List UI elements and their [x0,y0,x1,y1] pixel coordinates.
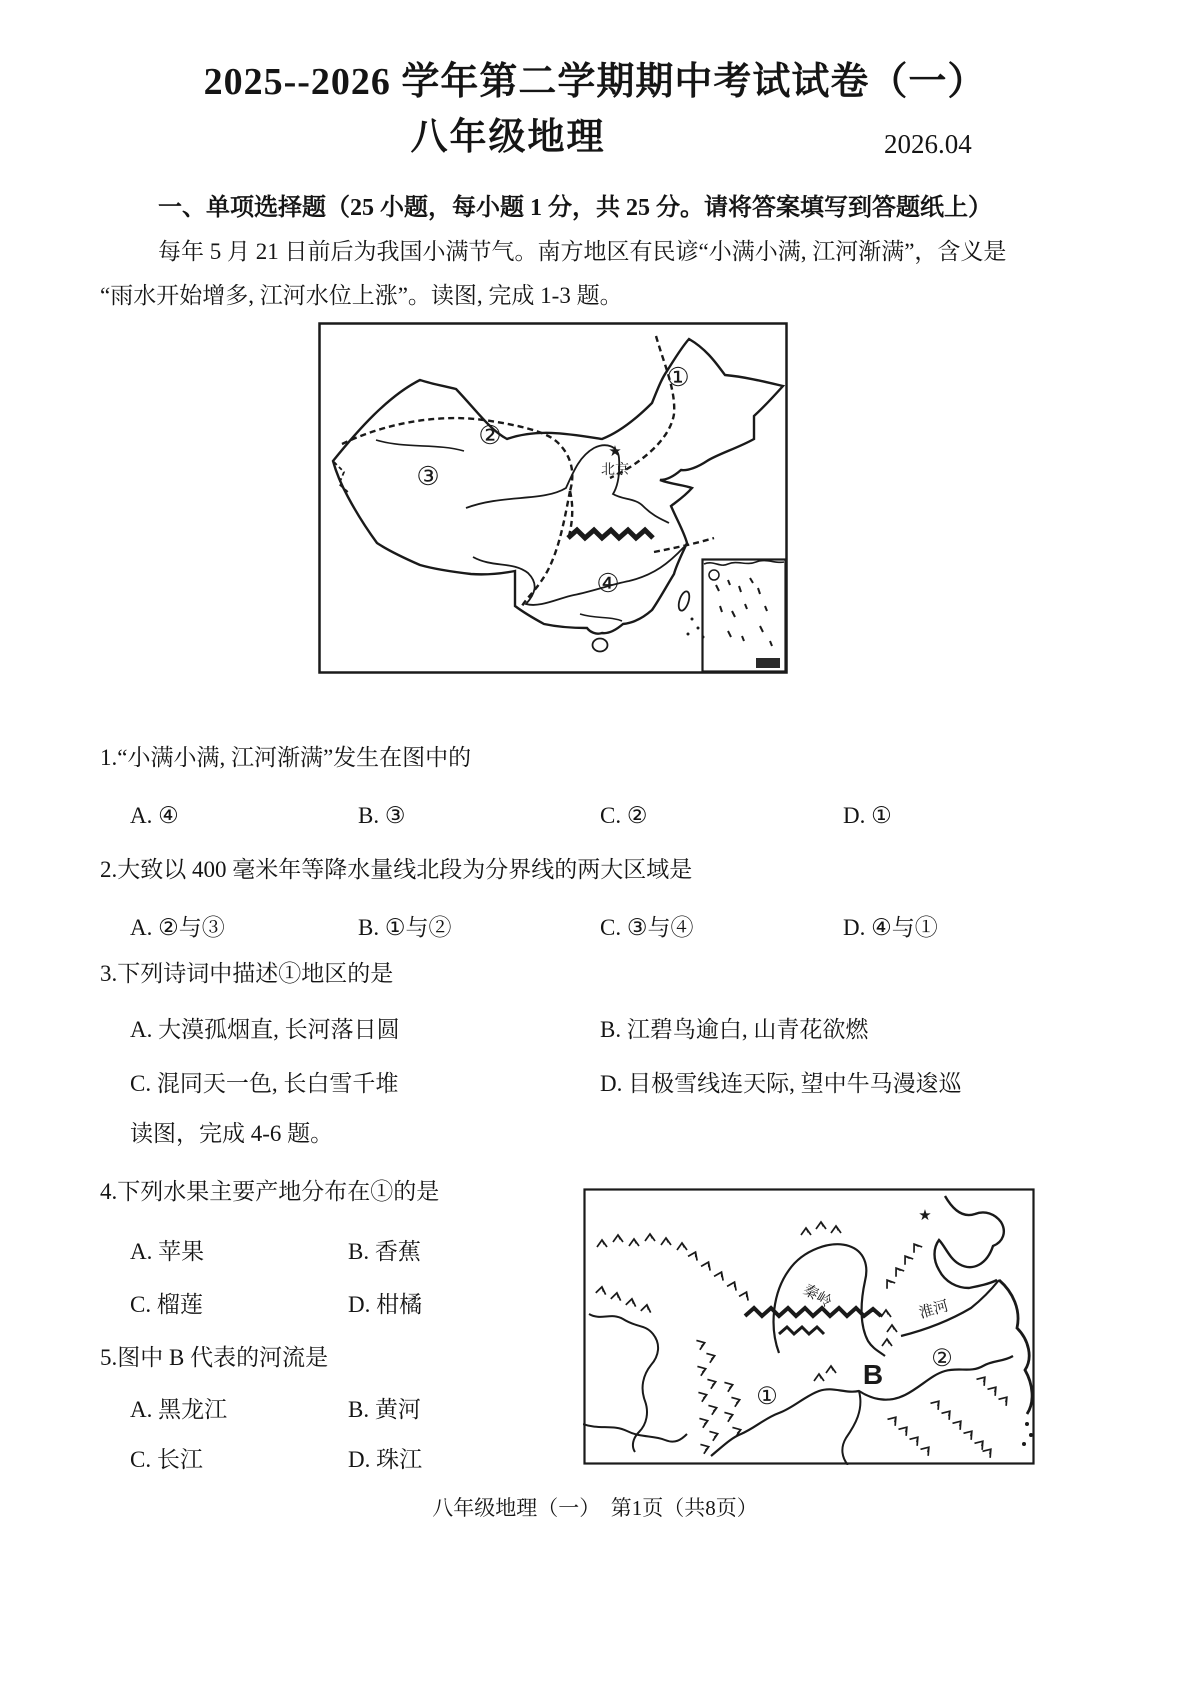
east-coastline [999,1280,1032,1414]
region-number-labels [416,363,689,598]
capital-star-icon: ★ [918,1208,932,1224]
map-china-regions-svg [318,322,788,674]
inset-islands [716,578,772,646]
question-4-option-d: D. 柑橘 [348,1292,423,1317]
question-3-option-b: B. 江碧鸟逾白, 山青花欲燃 [600,1017,869,1042]
intro-line-1: 每年 5 月 21 日前后为我国小满节气。南方地区有民谚“小满小满, 江河渐满”，含义是 [158,239,1007,264]
map2-label-1: ① [756,1384,778,1410]
question-3-text: 3.下列诗词中描述①地区的是 [100,961,394,986]
question-2-option-c: C. ③与④ [600,915,694,940]
question-4-text: 4.下列水果主要产地分布在①的是 [100,1179,440,1204]
question-3-option-d: D. 目极雪线连天际, 望中牛马漫逡巡 [600,1071,962,1096]
question-1-option-d: D. ① [843,803,892,828]
beijing-star-icon: ★ [608,444,622,460]
exam-subject: 八年级地理 [410,117,606,158]
divider-northwest-arc [342,418,572,491]
section-heading: 一、单项选择题（25 小题，每小题 1 分，共 25 分。请将答案填写到答题纸上） [158,195,992,221]
river-huaihe [901,1280,999,1336]
divider-tibet-east [522,491,570,606]
coast-island-dots [1022,1422,1033,1446]
question-3-option-a: A. 大漠孤烟直, 长河落日圆 [130,1017,400,1042]
question-4-option-c: C. 榴莲 [130,1292,203,1317]
qinling-range-hatch [568,530,653,538]
question-3-option-c: C. 混同天一色, 长白雪千堆 [130,1071,399,1096]
inset-name-box [756,658,780,668]
question-2-option-d: D. ④与① [843,915,938,940]
shandong-peninsula-coast [935,1196,1004,1288]
question-4-option-b: B. 香蕉 [348,1239,421,1264]
taiwan-island [677,590,692,612]
river-west [589,1314,658,1452]
hainan-island [593,639,608,652]
question-4-option-a: A. 苹果 [130,1239,205,1264]
region-2-label: ② [478,421,502,450]
exam-title: 2025--2026 学年第二学期期中考试试卷（一） [203,61,987,103]
question-5-option-d: D. 珠江 [348,1447,423,1472]
river-pearl [580,614,622,621]
question-1-option-b: B. ③ [358,803,406,828]
river-b-label: B [862,1359,884,1390]
map2-border [585,1190,1034,1464]
question-5-text: 5.图中 B 代表的河流是 [100,1345,329,1370]
qinling-label: 秦岭 [800,1282,834,1311]
region-1-label: ① [666,363,690,392]
huaihe-label: 淮河 [917,1298,951,1322]
question-1-text: 1.“小满小满, 江河渐满”发生在图中的 [100,745,472,770]
map-qinling-huaihe-svg [583,1188,1035,1465]
qinling-range-hatch-2 [779,1327,824,1334]
region-3-label: ③ [416,462,440,491]
inset-south-china-sea [703,560,786,672]
region-4-label: ④ [596,569,620,598]
beijing-label: 北京 [601,463,629,478]
question-5-option-b: B. 黄河 [348,1397,421,1422]
question-1-option-c: C. ② [600,803,648,828]
question-5-option-c: C. 长江 [130,1447,203,1472]
page-footer: 八年级地理（一） 第1页（共8页） [432,1496,758,1520]
mountain-symbols [596,1222,1011,1458]
map-china-regions [318,322,788,674]
map-qinling-huaihe [583,1188,1035,1465]
exam-date: 2026.04 [884,129,972,159]
question-2-text: 2.大致以 400 毫米年等降水量线北段为分界线的两大区域是 [100,857,693,882]
region-dividers-dashed [342,336,714,606]
question-2-option-b: B. ①与② [358,915,452,940]
map1-border [320,324,787,673]
map2-label-2: ② [931,1346,953,1372]
question-1-option-a: A. ④ [130,803,179,828]
river-south-branch [842,1391,860,1465]
river-tarim [376,440,464,451]
divider-to-qinling [569,491,572,536]
reading-prompt-2: 读图，完成 4-6 题。 [130,1121,334,1146]
intro-line-2: “雨水开始增多, 江河水位上涨”。读图, 完成 1-3 题。 [100,283,623,308]
question-2-option-a: A. ②与③ [130,915,225,940]
china-outline [333,339,783,634]
question-5-option-a: A. 黑龙江 [130,1397,228,1422]
border-dashed-northwest [334,462,349,493]
river-yangtze [473,547,684,605]
